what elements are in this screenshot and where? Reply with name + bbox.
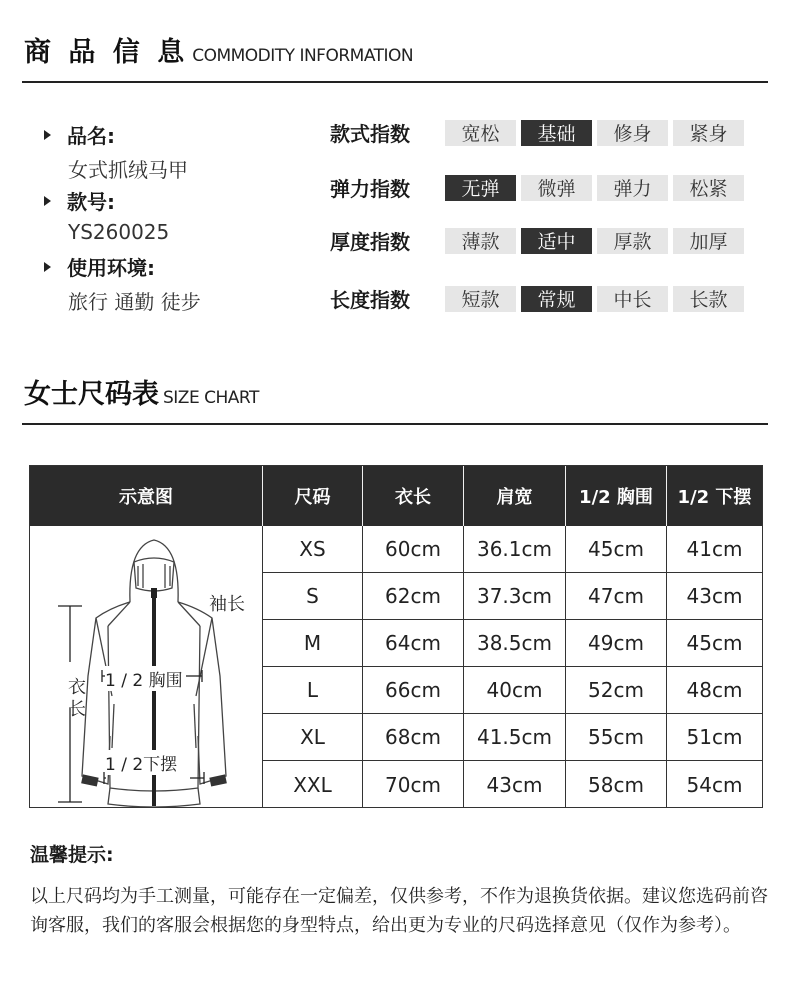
- index-option-selected: 无弹: [445, 175, 516, 201]
- length-label-2: 长: [68, 699, 86, 720]
- tips-text: 以上尺码均为手工测量，可能存在一定偏差，仅供参考，不作为退换货依据。建议您选码前咨询客服，我们的客服会根据您的身型特点，给出更为专业的尺码选择意见（仅作为参考）。: [30, 886, 768, 936]
- size-cell: XL: [263, 714, 363, 761]
- header-cell: 1/2 胸围: [566, 466, 667, 526]
- bullet-triangle-icon: [44, 196, 51, 206]
- measurement-cell: 58cm: [566, 761, 667, 808]
- measurement-cell: 38.5cm: [464, 620, 566, 667]
- measurement-cell: 64cm: [363, 620, 464, 667]
- measurement-cell: 52cm: [566, 667, 667, 714]
- index-row: [330, 173, 749, 202]
- tips-title: 温馨提示:: [30, 844, 114, 866]
- measurement-cell: 70cm: [363, 761, 464, 808]
- size-cell: L: [263, 667, 363, 714]
- info-value: 女式抓绒马甲: [68, 158, 188, 182]
- measurement-cell: 43cm: [667, 573, 762, 620]
- measurement-cell: 47cm: [566, 573, 667, 620]
- index-option-selected: 适中: [521, 228, 592, 254]
- commodity-divider: [22, 81, 768, 83]
- info-label: 使用环境:: [67, 256, 155, 280]
- size-chart-divider: [22, 423, 768, 425]
- measurement-cell: 45cm: [667, 620, 762, 667]
- measurement-cell: 37.3cm: [464, 573, 566, 620]
- measurement-cell: 68cm: [363, 714, 464, 761]
- index-option: 宽松: [445, 120, 516, 146]
- bullet-triangle-icon: [44, 130, 51, 140]
- hem-label: 1 / 2下摆: [105, 750, 177, 775]
- index-option: 厚款: [597, 228, 668, 254]
- measurement-cell: 41cm: [667, 526, 762, 573]
- header-cell: 示意图: [30, 466, 263, 526]
- info-item-name: [44, 120, 115, 149]
- index-option-selected: 基础: [521, 120, 592, 146]
- header-cell: 肩宽: [464, 466, 566, 526]
- size-cell: XS: [263, 526, 363, 573]
- index-option: 中长: [597, 286, 668, 312]
- measurement-cell: 36.1cm: [464, 526, 566, 573]
- size-chart-title-cn: 女士尺码表: [24, 379, 159, 410]
- index-label: 厚度指数: [330, 230, 410, 254]
- size-cell: M: [263, 620, 363, 667]
- index-option: 紧身: [673, 120, 744, 146]
- size-table-header: [30, 466, 762, 526]
- info-label: 款号:: [67, 190, 115, 214]
- size-cell: XXL: [263, 761, 363, 808]
- measurement-cell: 43cm: [464, 761, 566, 808]
- commodity-title-cn: 商 品 信 息: [24, 37, 189, 68]
- index-option: 微弹: [521, 175, 592, 201]
- index-label: 款式指数: [330, 122, 410, 146]
- header-cell: 尺码: [263, 466, 363, 526]
- measurement-cell: 62cm: [363, 573, 464, 620]
- index-row: [330, 226, 749, 255]
- size-chart-title-en: SIZE CHART: [163, 388, 259, 408]
- header-cell: 衣长: [363, 466, 464, 526]
- info-label: 品名:: [67, 124, 115, 148]
- commodity-heading: [24, 30, 413, 69]
- index-option: 长款: [673, 286, 744, 312]
- index-label: 长度指数: [330, 288, 410, 312]
- measurement-cell: 51cm: [667, 714, 762, 761]
- index-option: 短款: [445, 286, 516, 312]
- length-label-1: 衣: [68, 677, 86, 698]
- info-value: YS260025: [68, 220, 170, 244]
- index-option: 薄款: [445, 228, 516, 254]
- commodity-title-en: COMMODITY INFORMATION: [192, 46, 414, 66]
- index-row: [330, 284, 749, 313]
- info-value: 旅行 通勤 徒步: [68, 290, 201, 314]
- index-option: 修身: [597, 120, 668, 146]
- index-option: 松紧: [673, 175, 744, 201]
- size-cell: S: [263, 573, 363, 620]
- index-row: [330, 118, 749, 147]
- measurement-cell: 60cm: [363, 526, 464, 573]
- jacket-diagram: [30, 526, 263, 808]
- index-option: 弹力: [597, 175, 668, 201]
- measurement-cell: 55cm: [566, 714, 667, 761]
- size-table: [29, 465, 763, 808]
- measurement-cell: 49cm: [566, 620, 667, 667]
- measurement-cell: 41.5cm: [464, 714, 566, 761]
- header-cell: 1/2 下摆: [677, 487, 752, 508]
- index-label: 弹力指数: [330, 177, 410, 201]
- measurement-cell: 66cm: [363, 667, 464, 714]
- measurement-cell: 54cm: [686, 772, 743, 797]
- bullet-triangle-icon: [44, 262, 51, 272]
- info-item-style-no: [44, 186, 115, 215]
- index-option: 加厚: [673, 228, 744, 254]
- sleeve-label: 袖长: [209, 594, 245, 615]
- chest-label: 1 / 2 胸围: [105, 666, 183, 691]
- info-item-usage: [44, 252, 155, 281]
- size-chart-heading: [24, 372, 259, 411]
- measurement-cell: 48cm: [667, 667, 762, 714]
- measurement-cell: 45cm: [566, 526, 667, 573]
- measurement-cell: 40cm: [464, 667, 566, 714]
- index-option-selected: 常规: [521, 286, 592, 312]
